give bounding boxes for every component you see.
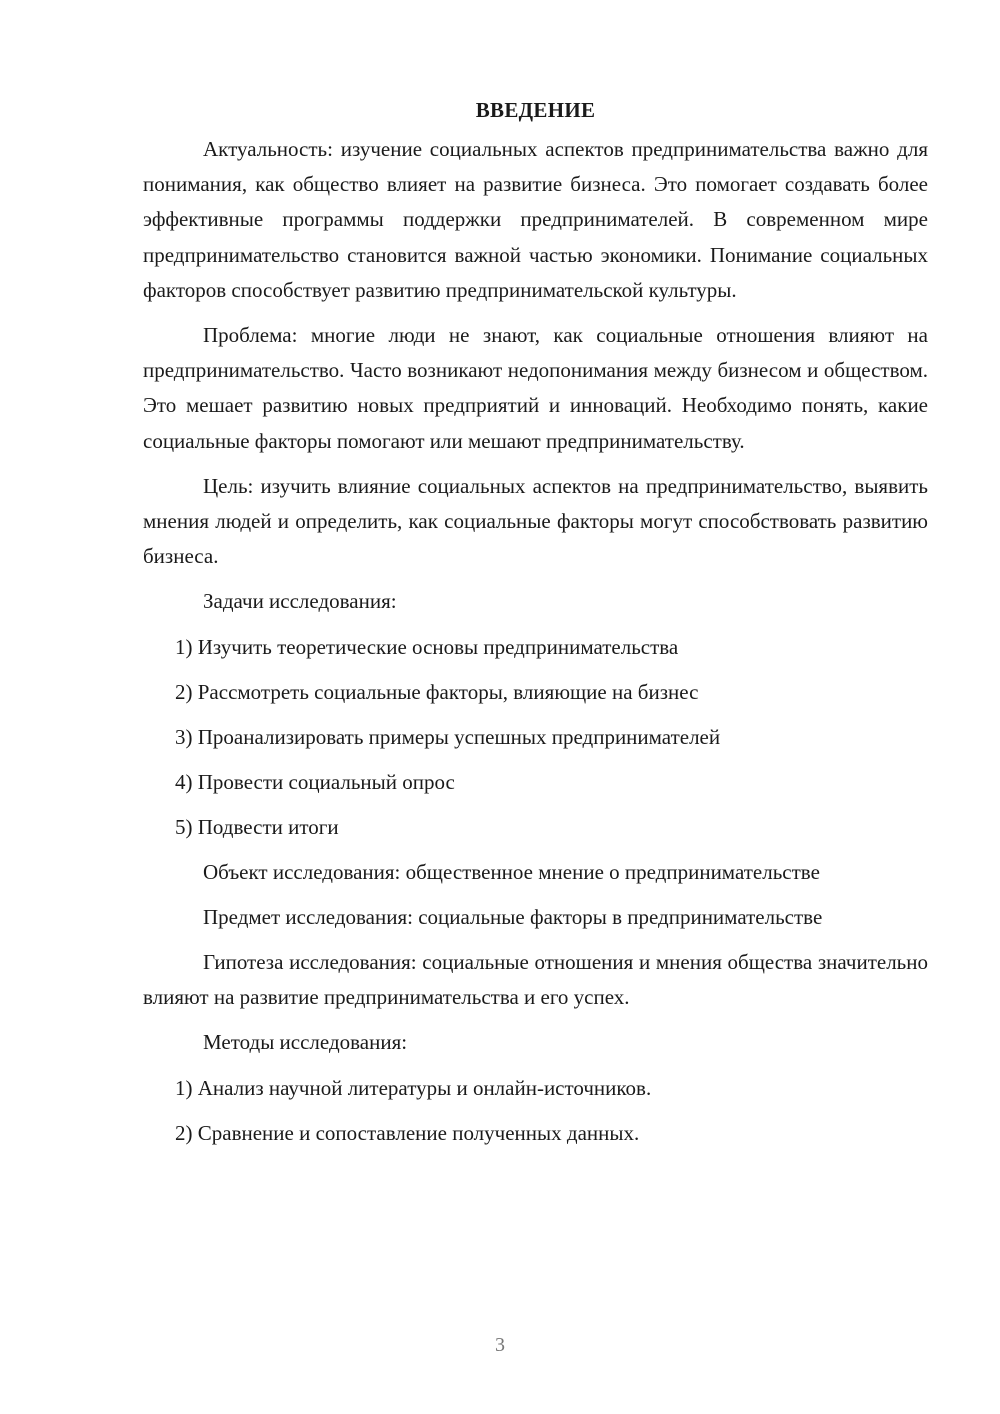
- paragraph-problem: Проблема: многие люди не знают, как социальные отношения влияют на предпринимательство. Часто возникают недопонимания между бизнесом и обществом. Это мешает развитию новых предприятий и инноваций. Необходимо понять, какие социальные факторы помогают или мешают предпринимательству.: [143, 323, 928, 453]
- tasks-list: [143, 630, 928, 845]
- task-item-5: 5) Подвести итоги: [175, 814, 339, 839]
- page-number: 3: [495, 1334, 505, 1356]
- paragraph-hypothesis: Гипотеза исследования: социальные отношения и мнения общества значительно влияют на развитие предпринимательства и его успех.: [143, 950, 928, 1010]
- method-item-1: 1) Анализ научной литературы и онлайн-источников.: [175, 1075, 652, 1100]
- task-item-2: 2) Рассмотреть социальные факторы, влияющие на бизнес: [175, 679, 699, 704]
- document-page: [143, 92, 928, 1161]
- task-item-1: 1) Изучить теоретические основы предпринимательства: [175, 634, 679, 659]
- paragraph-relevance: Актуальность: изучение социальных аспектов предпринимательства важно для понимания, как общество влияет на развитие бизнеса. Это помогает создавать более эффективные программы поддержки предпринимателей. В современном мире предпринимательство становится важной частью экономики. Понимание социальных факторов способствует развитию предпринимательской культуры.: [143, 137, 928, 302]
- paragraph-subject: Предмет исследования: социальные факторы в предпринимательстве: [203, 904, 823, 929]
- paragraph-goal: Цель: изучить влияние социальных аспектов на предпринимательство, выявить мнения людей и определить, как социальные факторы могут способствовать развитию бизнеса.: [143, 473, 928, 569]
- tasks-heading: Задачи исследования:: [203, 589, 397, 614]
- section-title: ВВЕДЕНИЕ: [475, 98, 596, 122]
- methods-list: [143, 1071, 928, 1151]
- paragraph-object: Объект исследования: общественное мнение о предпринимательстве: [203, 859, 820, 884]
- task-item-3: 3) Проанализировать примеры успешных предпринимателей: [175, 724, 721, 749]
- method-item-2: 2) Сравнение и сопоставление полученных данных.: [175, 1120, 640, 1145]
- methods-heading: Методы исследования:: [203, 1030, 408, 1055]
- task-item-4: 4) Провести социальный опрос: [175, 769, 455, 794]
